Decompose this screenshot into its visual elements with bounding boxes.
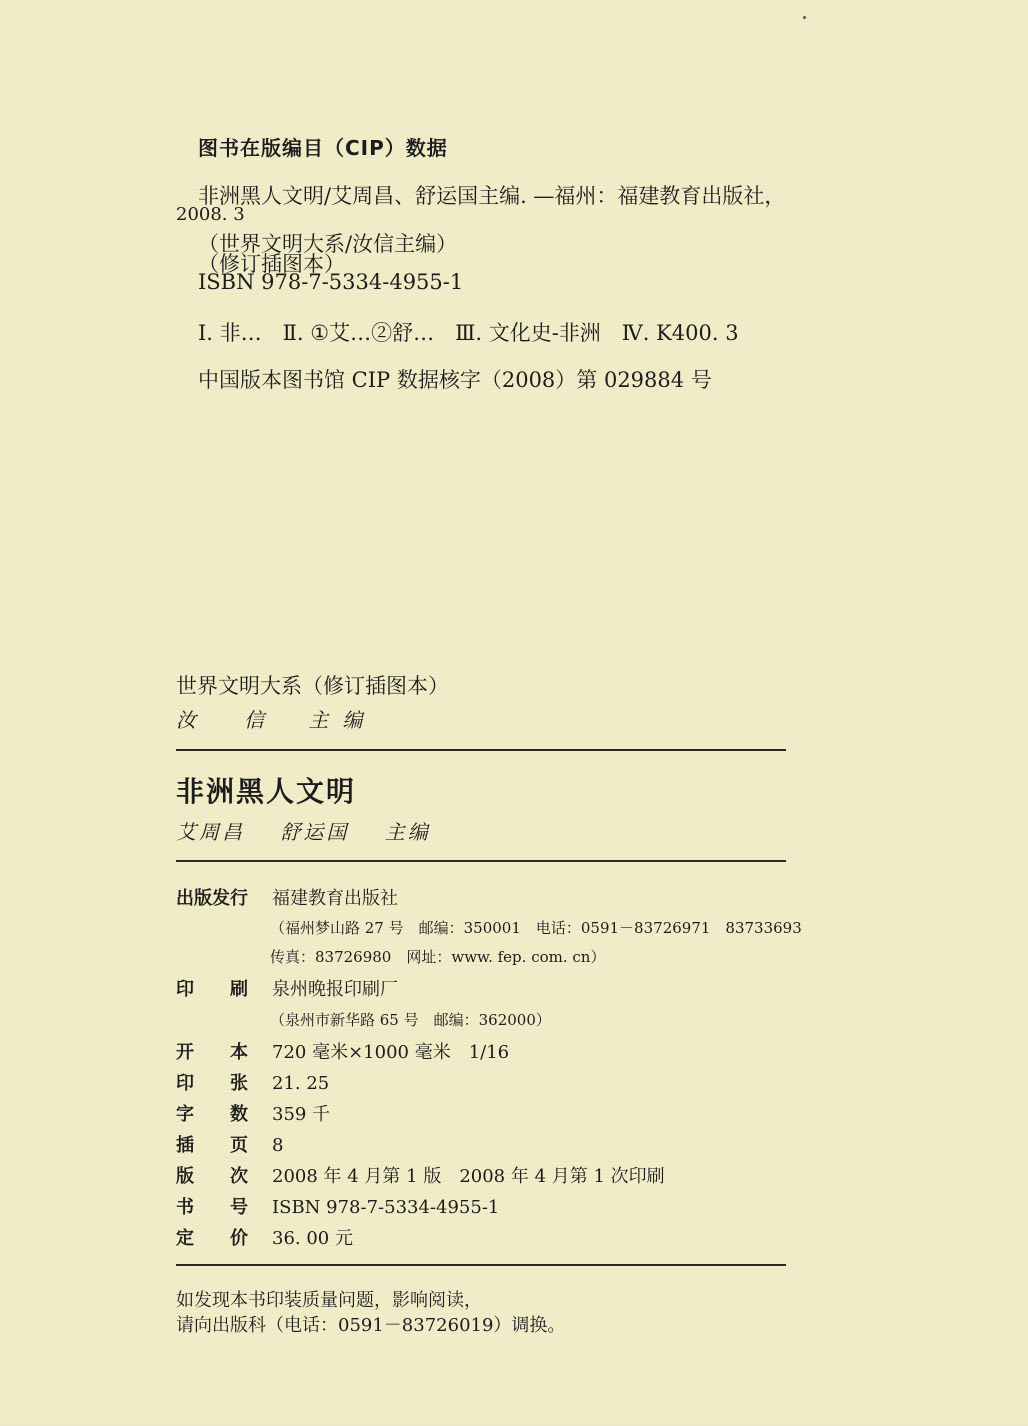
printer-row xyxy=(176,975,398,1001)
notice-line-1: 如发现本书印装质量问题，影响阅读， xyxy=(176,1290,482,1311)
series-editor-name: 汝 信 xyxy=(176,708,278,732)
edition-row xyxy=(176,1162,665,1188)
price-row xyxy=(176,1224,353,1250)
publisher-address: （福州梦山路 27 号 邮编：350001 电话：0591－83726971 83733693 xyxy=(270,919,802,937)
publisher-fax: 传真：83726980 网址：www. fep. com. cn） xyxy=(270,948,606,966)
printer-label: 印 刷 xyxy=(176,979,248,1000)
format-label: 开 本 xyxy=(176,1042,248,1063)
plates-row xyxy=(176,1131,283,1157)
printer-value: 泉州晚报印刷厂 xyxy=(272,979,398,1000)
isbn-value: ISBN 978-7-5334-4955-1 xyxy=(272,1197,500,1218)
speck xyxy=(803,16,806,19)
edition-label: 版 次 xyxy=(176,1166,248,1187)
author-1: 艾周昌 xyxy=(176,820,245,844)
isbn-label: 书 号 xyxy=(176,1197,248,1218)
cip-isbn: ISBN 978-7-5334-4955-1 xyxy=(198,270,464,294)
price-value: 36. 00 元 xyxy=(272,1228,353,1249)
divider xyxy=(176,860,786,862)
divider xyxy=(176,1264,786,1266)
plates-label: 插 页 xyxy=(176,1135,248,1156)
notice-line-2: 请向出版科（电话：0591－83726019）调换。 xyxy=(176,1315,566,1336)
words-label: 字 数 xyxy=(176,1104,248,1125)
publisher-value: 福建教育出版社 xyxy=(272,888,398,909)
divider xyxy=(176,749,786,751)
words-value: 359 千 xyxy=(272,1104,331,1125)
cip-line-3: （世界文明大系/汝信主编） xyxy=(198,232,458,256)
sheets-value: 21. 25 xyxy=(272,1073,330,1094)
cip-line-2: 2008. 3 xyxy=(176,204,245,225)
publisher-label: 出版发行 xyxy=(176,888,248,909)
words-row xyxy=(176,1100,330,1126)
sheets-row xyxy=(176,1069,329,1095)
isbn-row xyxy=(176,1193,499,1219)
sheets-label: 印 张 xyxy=(176,1073,248,1094)
series-editor-role: 主编 xyxy=(308,708,377,732)
series-editor xyxy=(176,704,376,733)
book-title: 非洲黑人文明 xyxy=(176,775,357,808)
series-name: 世界文明大系（修订插图本） xyxy=(176,674,449,698)
cip-line-4: （修订插图本） xyxy=(198,252,345,276)
author-role: 主编 xyxy=(384,820,431,844)
format-value: 720 毫米×1000 毫米 1/16 xyxy=(272,1042,510,1063)
plates-value: 8 xyxy=(272,1135,284,1156)
cip-classification: Ⅰ. 非… Ⅱ. ①艾…②舒… Ⅲ. 文化史-非洲 Ⅳ. K400. 3 xyxy=(198,321,739,345)
price-label: 定 价 xyxy=(176,1228,248,1249)
cip-line-1: 非洲黑人文明/艾周昌、舒运国主编. —福州：福建教育出版社， xyxy=(198,184,786,208)
book-authors xyxy=(176,816,457,845)
edition-value: 2008 年 4 月第 1 版 2008 年 4 月第 1 次印刷 xyxy=(272,1166,665,1187)
publisher-row xyxy=(176,884,398,910)
format-row xyxy=(176,1038,509,1064)
cip-title: 图书在版编目（CIP）数据 xyxy=(198,136,448,160)
author-2: 舒运国 xyxy=(280,820,350,844)
printer-address: （泉州市新华路 65 号 邮编：362000） xyxy=(270,1011,551,1029)
cip-library-note: 中国版本图书馆 CIP 数据核字（2008）第 029884 号 xyxy=(198,368,712,392)
